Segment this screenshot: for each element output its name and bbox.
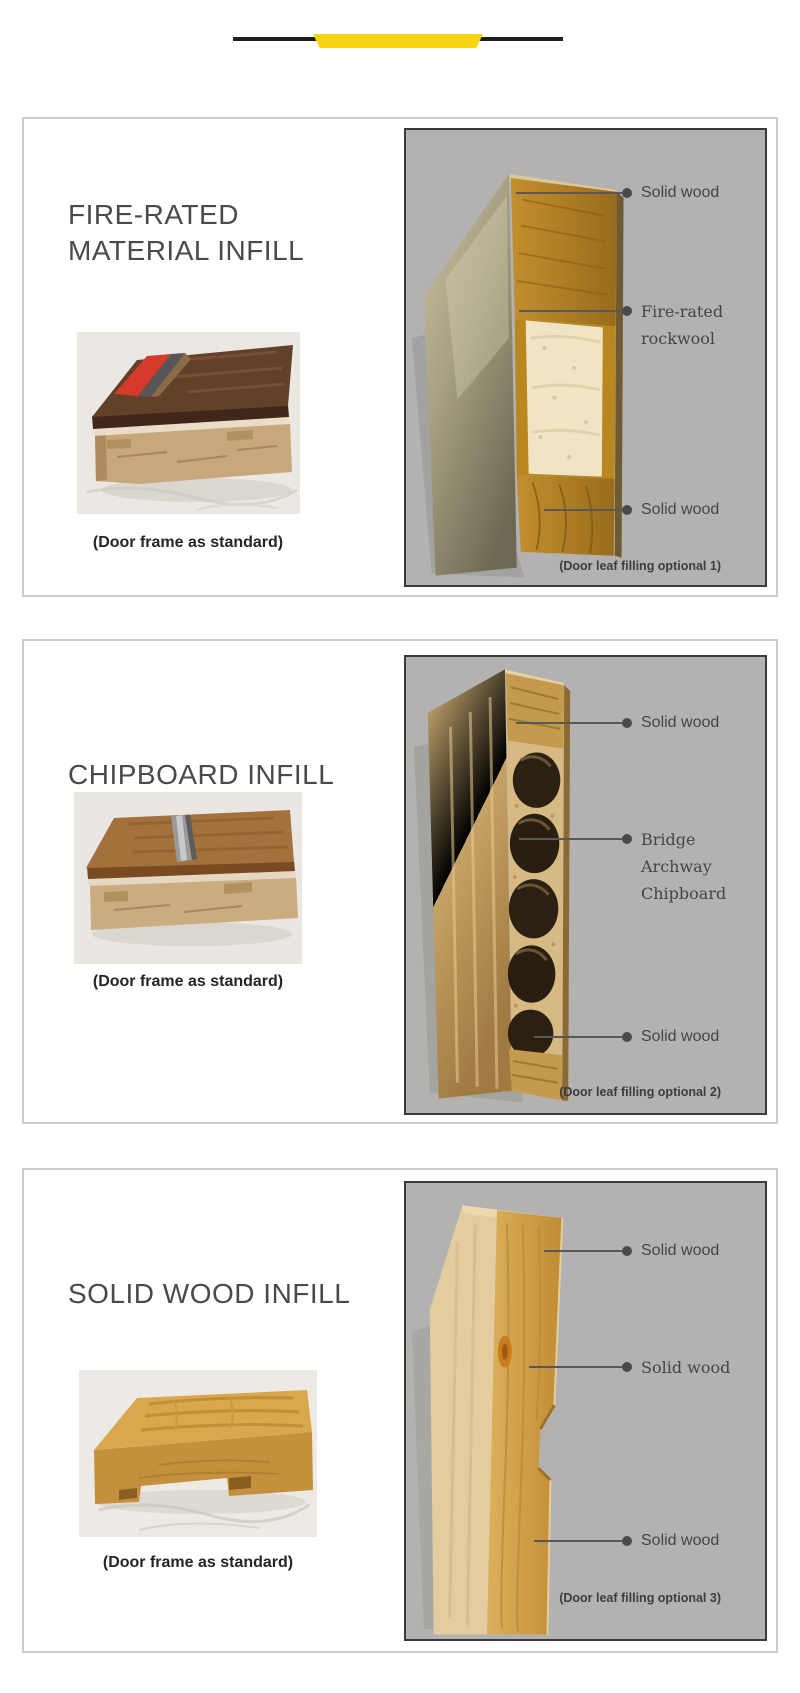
divider-accent-bar bbox=[313, 34, 483, 48]
callout-solid-wood-middle bbox=[529, 1354, 730, 1381]
callout-line bbox=[534, 1540, 622, 1542]
photo-caption: (Door frame as standard) bbox=[92, 973, 284, 990]
callout-label: Solid wood bbox=[641, 714, 720, 731]
callout-solid-wood-bottom bbox=[534, 1530, 719, 1551]
section-solid-wood-infill bbox=[22, 1168, 778, 1653]
title-line: SOLID WOOD INFILL bbox=[68, 1278, 351, 1309]
callout-line bbox=[544, 1250, 622, 1252]
callout-line bbox=[544, 509, 622, 511]
callout-solid-wood-top bbox=[516, 712, 719, 733]
callout-dot-icon bbox=[622, 718, 632, 728]
callout-line bbox=[516, 192, 622, 194]
callout-bridge-archway-chipboard bbox=[519, 826, 759, 907]
callout-dot-icon bbox=[622, 1362, 632, 1372]
callout-line bbox=[516, 722, 622, 724]
callout-dot-icon bbox=[622, 834, 632, 844]
callout-line bbox=[534, 1036, 622, 1038]
callout-dot-icon bbox=[622, 1246, 632, 1256]
diagram-caption: (Door leaf filling optional 3) bbox=[559, 1591, 721, 1605]
callout-label: Solid wood bbox=[641, 1532, 720, 1549]
callout-label: Solid wood bbox=[641, 1028, 720, 1045]
door-frame-photo bbox=[79, 1370, 317, 1537]
section-chipboard-infill bbox=[22, 639, 778, 1124]
callout-solid-wood-top bbox=[516, 182, 719, 203]
callout-solid-wood-bottom bbox=[544, 499, 719, 520]
door-frame-photo-illustration bbox=[77, 332, 300, 514]
callout-fire-rated-rockwool bbox=[519, 298, 736, 352]
diagram-chipboard bbox=[404, 655, 767, 1115]
section-fire-rated-infill bbox=[22, 117, 778, 597]
diagram-solid-wood bbox=[404, 1181, 767, 1641]
section-title bbox=[68, 757, 334, 793]
photo-caption: (Door frame as standard) bbox=[102, 1554, 294, 1571]
door-frame-photo bbox=[74, 792, 302, 964]
callout-line bbox=[529, 1366, 622, 1368]
photo-caption: (Door frame as standard) bbox=[92, 534, 284, 551]
callout-label: Fire-rated rockwool bbox=[641, 302, 724, 348]
section-title bbox=[68, 197, 304, 269]
callout-label: Solid wood bbox=[641, 501, 720, 518]
section-divider bbox=[0, 0, 800, 60]
diagram-caption: (Door leaf filling optional 2) bbox=[559, 1085, 721, 1099]
callout-label: Solid wood bbox=[641, 1242, 720, 1259]
callout-dot-icon bbox=[622, 306, 632, 316]
callout-dot-icon bbox=[622, 1536, 632, 1546]
title-line: CHIPBOARD INFILL bbox=[68, 759, 335, 790]
diagram-fire-rated bbox=[404, 128, 767, 587]
callout-dot-icon bbox=[622, 505, 632, 515]
callout-label: Bridge Archway Chipboard bbox=[641, 830, 727, 903]
title-line: MATERIAL INFILL bbox=[68, 235, 305, 266]
callout-solid-wood-top bbox=[544, 1240, 719, 1261]
door-frame-photo bbox=[77, 332, 300, 514]
callout-dot-icon bbox=[622, 188, 632, 198]
door-frame-photo-illustration bbox=[74, 792, 302, 964]
diagram-caption: (Door leaf filling optional 1) bbox=[559, 559, 721, 573]
section-title bbox=[68, 1276, 350, 1312]
title-line: FIRE-RATED bbox=[68, 199, 239, 230]
callout-dot-icon bbox=[622, 1032, 632, 1042]
door-frame-photo-illustration bbox=[79, 1370, 317, 1537]
callout-line bbox=[519, 838, 622, 840]
callout-label: Solid wood bbox=[641, 184, 720, 201]
callout-line bbox=[519, 310, 622, 312]
callout-label: Solid wood bbox=[641, 1358, 731, 1377]
callout-solid-wood-bottom bbox=[534, 1026, 719, 1047]
